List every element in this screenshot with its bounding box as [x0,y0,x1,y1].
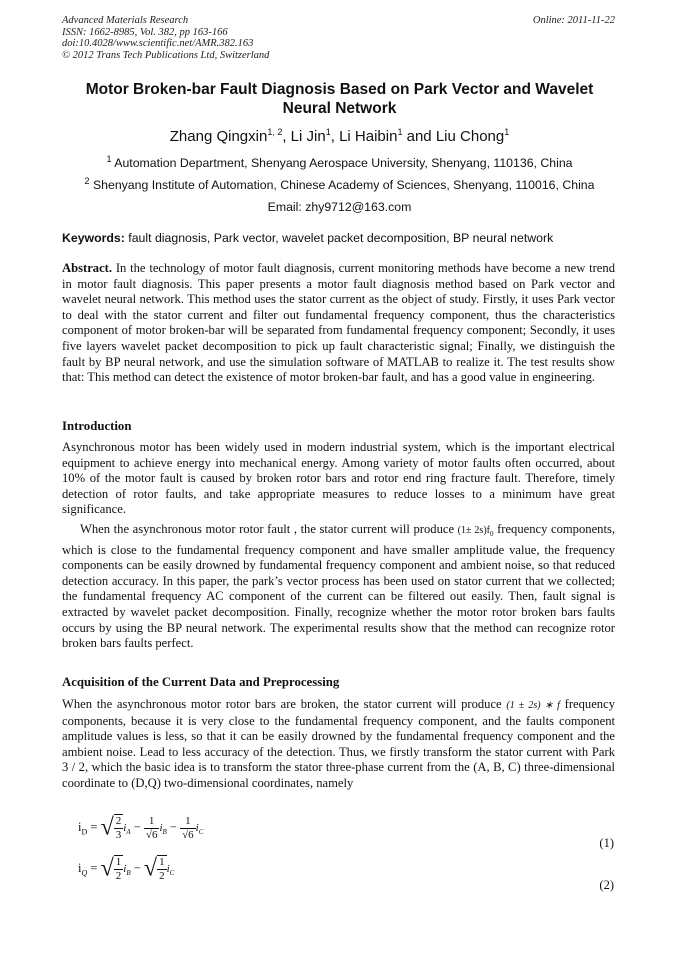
author-line [62,128,617,145]
online-date: Online: 2011-11-22 [532,15,615,26]
keywords-label: Keywords: [62,231,125,245]
affiliation-1 [62,153,617,170]
eq2-var-2 [166,862,175,878]
eq1-frac3-den: √6 [182,828,194,841]
author-name: Zhang Qingxin [169,128,268,145]
journal-issn: ISSN: 1662-8985, Vol. 382, pp 163-166 [62,26,228,38]
author-affiliation-mark: 1 [504,127,510,137]
author-affiliation-mark: 1 [397,127,403,137]
eq1-frac1-num: 2 [115,815,122,827]
author-email: Email: zhy9712@163.com [267,200,412,214]
eq1-frac2-num: 1 [144,815,160,829]
eq2-lhs [78,860,88,878]
affiliation-text: Automation Department, Shenyang Aerospace University, Shenyang, 110136, China [114,156,573,170]
eq1-frac1-den: 3 [115,829,122,841]
eq2-var-1 [123,862,131,878]
equation-number-2: (2) [599,878,614,892]
affiliation-2 [62,175,617,192]
intro-p2-formula [458,525,494,536]
abstract [62,261,615,386]
intro-p2-formula-sub: 0 [489,530,494,538]
eq2-var-1-symbol: i [123,862,127,875]
journal-copyright: © 2012 Trans Tech Publications Ltd, Switzerland [62,49,270,61]
eq1-var-1-symbol: i [123,821,127,834]
eq1-var-1 [123,821,131,837]
eq2-frac2-den: 2 [159,870,165,882]
eq2-sqrt-term-2: √ $\frac{1}{2}$ [143,855,165,882]
eq1-var-3-symbol: i [195,821,199,834]
author-affiliation-mark: 1, 2 [267,127,283,137]
eq1-sqrt-term-1: √ $\frac{2}{3}$ [100,814,122,841]
author-name: Liu Chong [435,128,505,145]
intro-p2-text-b: frequency components, which is close to the fundamental frequency component and have smaller amplitude value, the frequency components can be easily drowned by fundamental frequency component and ambient noise, so that reduced detection accuracy. In this paper, the park’s vector process has been used on stator current that we collected; the fundamental frequency AC component of the current can be filtered out easily. Then, fault signal is extracted by wavelet packet decomposition. Finally, recognize whether the motor rotor broken bars faults occurs by using the BP neural network. The experimental results show that the method can recognize rotor broken bars faults perfect. [62,522,616,651]
acq-p1-text-a: When the asynchronous motor rotor bars are broken, the stator current will produce [62,697,502,711]
eq2-var-2-symbol: i [166,862,170,875]
equation-number-1: (1) [599,836,614,850]
eq2-sqrt-term-1: √ $\frac{1}{2}$ [100,855,122,882]
intro-p2-formula-main: (1± 2s)f [457,525,490,536]
equation-1: $i_D$ = √ $\frac{2}{3}$ $i_A$ − $\frac{1}{√6}$ $i_B$ − $\frac{1}{√6}$ $i_C$ [78,814,204,841]
eq1-var-3-subscript: C [198,828,204,837]
eq2-var-1-subscript: B [126,869,131,878]
acquisition-paragraph-1 [62,697,615,792]
journal-doi: doi:10.4028/www.scientific.net/AMR.382.163 [62,38,254,49]
eq2-frac2-num: 1 [159,856,165,868]
author-name: Li Haibin [339,128,398,145]
journal-header [62,15,617,61]
eq1-var-1-subscript: A [126,828,131,837]
eq1-lhs [78,819,88,837]
author-separator: , [330,128,340,145]
affiliation-mark: 1 [106,153,112,164]
keywords-text: fault diagnosis, Park vector, wavelet packet decomposition, BP neural network [128,231,554,245]
eq1-lhs-symbol: i [78,819,82,834]
author-separator: , [282,128,291,145]
eq1-var-2-subscript: B [162,828,167,837]
affiliation-mark: 2 [84,175,90,186]
affiliation-text: Shenyang Institute of Automation, Chinese Academy of Sciences, Shenyang, 110016, China [92,178,595,192]
keywords [62,231,617,245]
paper-title: Motor Broken-bar Fault Diagnosis Based on Park Vector and Wavelet Neural Network [85,81,594,117]
intro-paragraph-2 [62,522,615,652]
eq1-frac-3 [180,815,196,842]
eq2-var-2-subscript: C [169,869,175,878]
eq2-lhs-symbol: i [78,860,82,875]
eq2-frac1-num: 1 [115,856,122,868]
journal-name: Advanced Materials Research [62,15,189,26]
author-name: Li Jin [290,128,326,145]
eq1-var-2 [159,821,167,837]
abstract-label: Abstract. [62,261,113,275]
section-heading-acquisition: Acquisition of the Current Data and Preprocessing [62,675,340,689]
eq1-frac2-den: √6 [145,828,158,841]
eq1-frac-2 [144,814,163,842]
acq-p1-text-b: frequency components, because it is very close to the fundamental frequency component, and the faults component amplitude values is less, so that it can be easily drowned by the fundamental frequency component and the ambient noise. Lead to less accuracy of the detection. Thus, we firstly transform the stator current with Park 3 / 2, which the basic idea is to transform the stator three-phase current from the (A, B, C) three-dimensional coordinate to (D,Q) two-dimensional coordinates, namely [62,697,615,790]
author-conjunction: and [402,128,436,145]
eq1-var-3 [195,821,204,837]
section-heading-introduction: Introduction [62,419,132,433]
eq1-frac3-num: 1 [180,815,196,829]
abstract-text: In the technology of motor fault diagnosis, current monitoring methods have become a new trend in motor fault diagnosis. This paper presents a motor fault diagnosis method based on Park vector and wavelet neural network. This method uses the stator current as the object of study. Firstly, it uses Park vector to deal with the stator current and filter out fundamental frequency component, thus the characteristics component of motor broken-bar will be separated from fundamental frequency component; Secondly, it uses five layers wavelet packet decomposition to pick up fault characteristic signal; Finally, we distinguish the fault by BP neural network, and use the simulation software of MATLAB to realize it. The test results show that: This method can detect the existence of motor broken-bar fault, and has a good value in engineering. [62,261,615,385]
equation-2: $i_Q$ = √ $\frac{1}{2}$ $i_B$ − √ $\frac{1}{2}$ $i_C$ [78,855,175,882]
eq1-lhs-subscript: D [81,827,88,837]
eq2-frac1-den: 2 [115,870,122,882]
acq-p1-formula: (1 ± 2s) ∗ f [506,700,560,711]
intro-p2-text-a: When the asynchronous motor rotor fault , the stator current will produce [80,522,455,536]
eq1-var-2-symbol: i [159,821,163,834]
intro-paragraph-1: Asynchronous motor has been widely used in modern industrial system, which is the important electrical equipment to achieve energy into mechanical energy. Among variety of motor faults often occurred, about 10% of the motor fault is caused by broken rotor bars and rotor end ring fracture fault. Therefore, timely detection of rotor faults, and take appropriate measures to reduce losses to a minimum have great significance. [62,440,615,517]
eq2-lhs-subscript: Q [81,868,88,878]
author-affiliation-mark: 1 [325,127,331,137]
